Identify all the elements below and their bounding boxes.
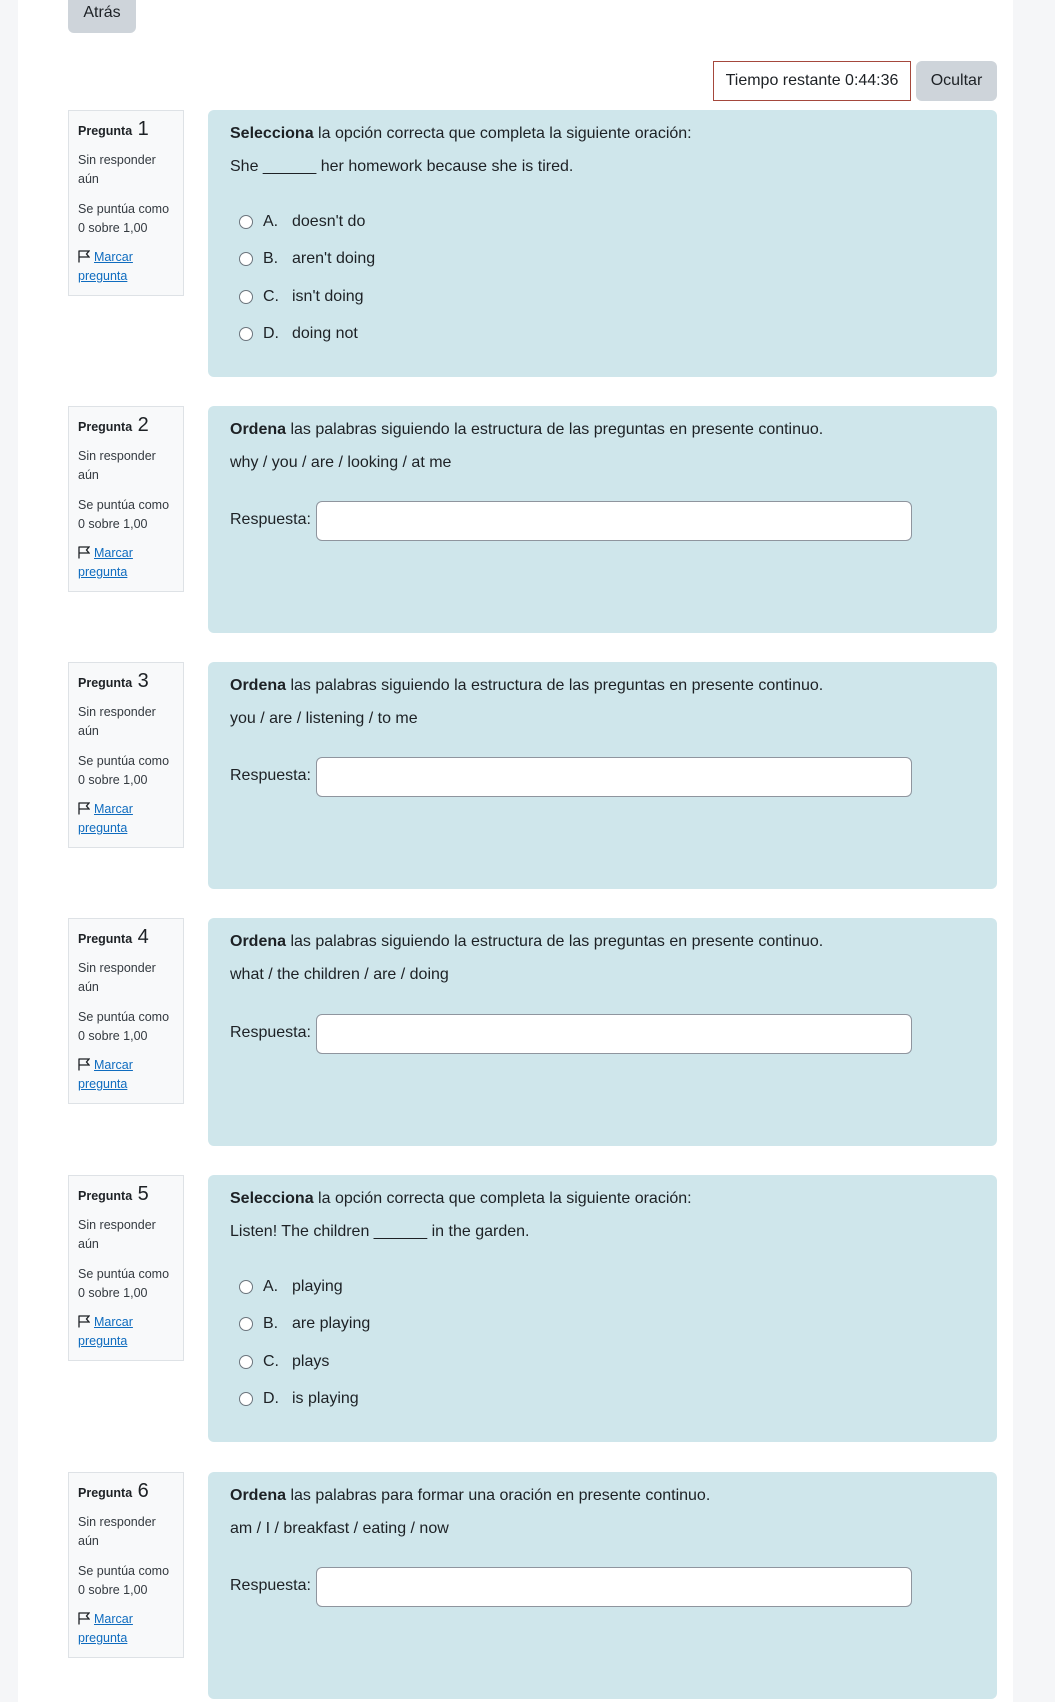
question-3-content	[208, 662, 997, 889]
question-prompt: Ordena las palabras siguiendo la estructura de las preguntas en presente continuo.	[230, 677, 824, 694]
question-number: Pregunta 3	[78, 670, 149, 692]
question-grade: Se puntúa como 0 sobre 1,00	[78, 1010, 170, 1043]
radio-button[interactable]	[239, 327, 253, 341]
option-b[interactable]: B. are playing	[239, 1315, 370, 1333]
question-prompt: Selecciona la opción correcta que completa la siguiente oración:	[230, 1190, 692, 1207]
flag-icon	[78, 802, 90, 815]
option-c[interactable]: C. plays	[239, 1353, 329, 1371]
flag-question-link[interactable]: Marcar pregunta	[78, 1612, 133, 1645]
question-grade: Se puntúa como 0 sobre 1,00	[78, 1564, 170, 1597]
question-prompt: Ordena las palabras para formar una oración en presente continuo.	[230, 1487, 711, 1504]
question-1-info	[68, 110, 184, 296]
option-d[interactable]: D. is playing	[239, 1390, 359, 1408]
question-5-content	[208, 1175, 997, 1442]
option-d[interactable]: D. doing not	[239, 325, 358, 343]
radio-button[interactable]	[239, 1392, 253, 1406]
option-a[interactable]: A. doesn't do	[239, 213, 365, 231]
question-6-content	[208, 1472, 997, 1699]
option-c[interactable]: C. isn't doing	[239, 288, 364, 306]
flag-icon	[78, 1612, 90, 1625]
flag-question-link[interactable]: Marcar pregunta	[78, 802, 133, 835]
timer-display: Tiempo restante 0:44:36	[713, 61, 911, 101]
option-b[interactable]: B. aren't doing	[239, 250, 375, 268]
question-state: Sin responder aún	[78, 1218, 156, 1251]
radio-button[interactable]	[239, 252, 253, 266]
question-6-info	[68, 1472, 184, 1658]
question-state: Sin responder aún	[78, 449, 156, 482]
question-1-content	[208, 110, 997, 377]
quiz-page	[18, 0, 1013, 1702]
hide-timer-button[interactable]: Ocultar	[916, 61, 997, 101]
question-state: Sin responder aún	[78, 153, 156, 186]
option-a[interactable]: A. playing	[239, 1278, 343, 1296]
answer-label: Respuesta:	[230, 767, 311, 784]
flag-question-link[interactable]: Marcar pregunta	[78, 1058, 133, 1091]
question-grade: Se puntúa como 0 sobre 1,00	[78, 498, 170, 531]
radio-button[interactable]	[239, 1355, 253, 1369]
question-sentence: why / you / are / looking / at me	[230, 454, 452, 471]
question-sentence: you / are / listening / to me	[230, 710, 418, 727]
question-state: Sin responder aún	[78, 705, 156, 738]
flag-question-link[interactable]: Marcar pregunta	[78, 1315, 133, 1348]
question-2-content	[208, 406, 997, 633]
radio-button[interactable]	[239, 1317, 253, 1331]
flag-icon	[78, 1315, 90, 1328]
radio-button[interactable]	[239, 1280, 253, 1294]
question-number: Pregunta 4	[78, 926, 149, 948]
question-3-info	[68, 662, 184, 848]
question-number: Pregunta 2	[78, 414, 149, 436]
question-number: Pregunta 5	[78, 1183, 149, 1205]
question-4-info	[68, 918, 184, 1104]
question-grade: Se puntúa como 0 sobre 1,00	[78, 754, 170, 787]
answer-label: Respuesta:	[230, 511, 311, 528]
question-number: Pregunta 6	[78, 1480, 149, 1502]
question-state: Sin responder aún	[78, 1515, 156, 1548]
question-grade: Se puntúa como 0 sobre 1,00	[78, 1267, 170, 1300]
answer-input[interactable]	[316, 1567, 912, 1607]
flag-question-link[interactable]: Marcar pregunta	[78, 250, 133, 283]
flag-icon	[78, 546, 90, 559]
question-grade: Se puntúa como 0 sobre 1,00	[78, 202, 170, 235]
back-button[interactable]: Atrás	[68, 0, 136, 33]
radio-button[interactable]	[239, 215, 253, 229]
answer-input[interactable]	[316, 757, 912, 797]
answer-label: Respuesta:	[230, 1024, 311, 1041]
radio-button[interactable]	[239, 290, 253, 304]
question-state: Sin responder aún	[78, 961, 156, 994]
question-5-info	[68, 1175, 184, 1361]
question-4-content	[208, 918, 997, 1146]
flag-question-link[interactable]: Marcar pregunta	[78, 546, 133, 579]
question-sentence: Listen! The children ______ in the garden.	[230, 1223, 530, 1240]
answer-label: Respuesta:	[230, 1577, 311, 1594]
question-prompt: Ordena las palabras siguiendo la estructura de las preguntas en presente continuo.	[230, 933, 824, 950]
question-sentence: what / the children / are / doing	[230, 966, 449, 983]
question-prompt: Ordena las palabras siguiendo la estructura de las preguntas en presente continuo.	[230, 421, 824, 438]
flag-icon	[78, 1058, 90, 1071]
question-prompt: Selecciona la opción correcta que completa la siguiente oración:	[230, 125, 692, 142]
question-sentence: She ______ her homework because she is tired.	[230, 158, 574, 175]
question-2-info	[68, 406, 184, 592]
flag-icon	[78, 250, 90, 263]
answer-input[interactable]	[316, 1014, 912, 1054]
question-sentence: am / I / breakfast / eating / now	[230, 1520, 449, 1537]
question-number: Pregunta 1	[78, 118, 149, 140]
answer-input[interactable]	[316, 501, 912, 541]
